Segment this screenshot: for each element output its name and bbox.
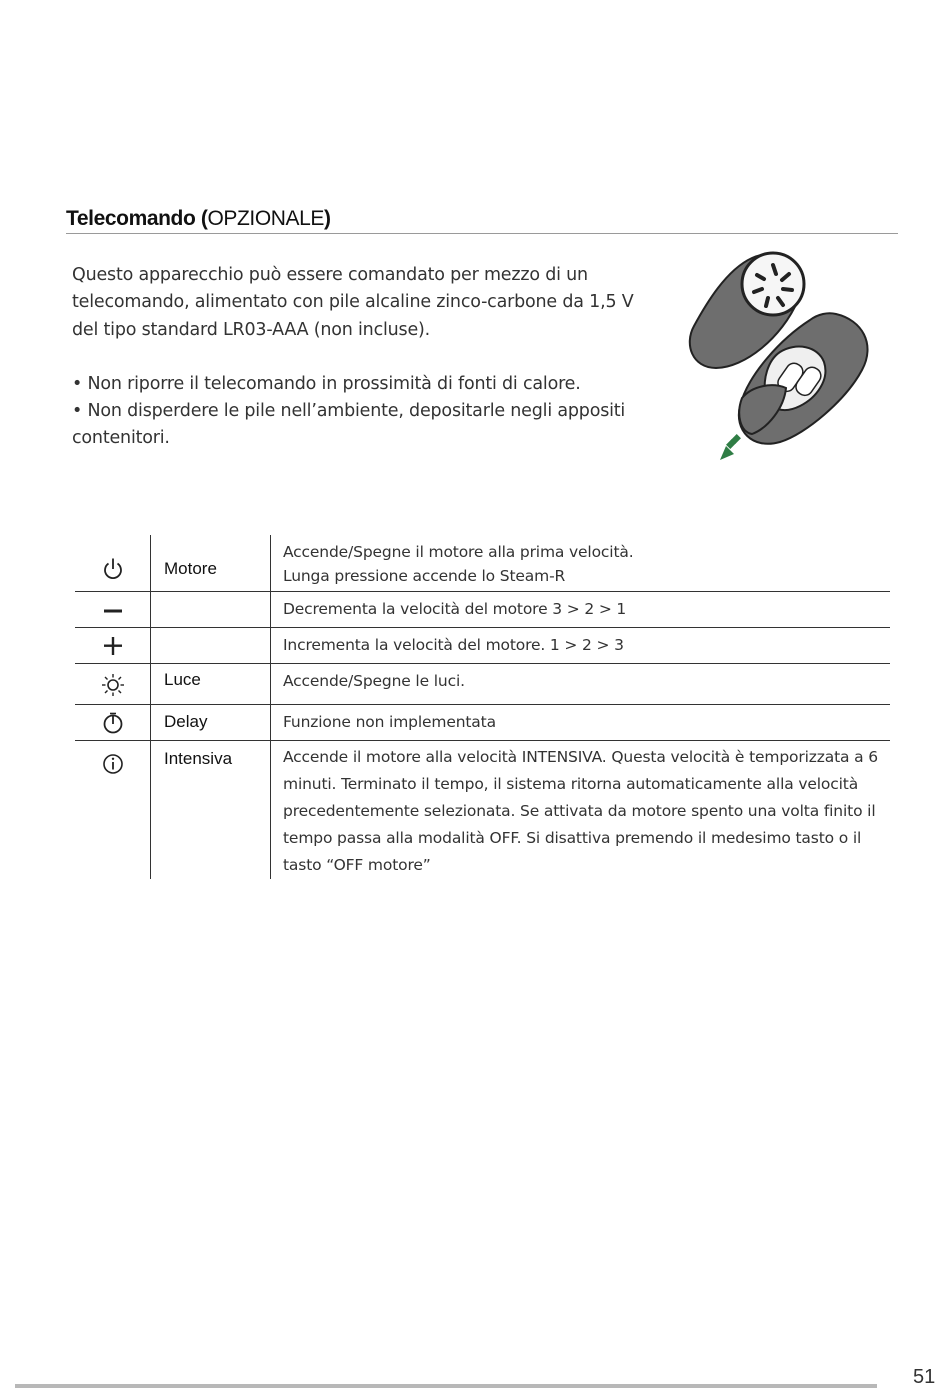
command-description: Accende/Spegne le luci. xyxy=(271,663,891,704)
commands-table xyxy=(75,535,890,879)
command-row xyxy=(75,535,890,591)
command-row xyxy=(75,740,890,879)
intro-bullet-1: • Non riporre il telecomando in prossimità di fonti di calore. xyxy=(72,373,581,394)
info-icon xyxy=(102,753,124,775)
remote-control-battery-icon xyxy=(686,248,876,460)
power-icon xyxy=(102,557,124,581)
light-icon xyxy=(101,673,125,697)
page-number: 51 xyxy=(913,1366,936,1388)
title-normal: OPZIONALE xyxy=(207,207,325,230)
command-row xyxy=(75,704,890,740)
command-description: Decrementa la velocità del motore 3 > 2 > 1 xyxy=(271,591,891,627)
command-name xyxy=(151,627,271,663)
command-name: Intensiva xyxy=(151,740,271,879)
title-close: ) xyxy=(324,207,331,230)
command-row xyxy=(75,627,890,663)
command-description: Incrementa la velocità del motore. 1 > 2 > 3 xyxy=(271,627,891,663)
minus-icon xyxy=(103,609,123,613)
intro-text xyxy=(72,262,652,453)
command-name xyxy=(151,591,271,627)
intro-paragraph: Questo apparecchio può essere comandato per mezzo di un telecomando, alimentato con pile alcaline zinco-carbone da 1,5 V del tipo standard LR03-AAA (non incluse). xyxy=(72,265,634,340)
section-title xyxy=(66,205,898,234)
title-bold: Telecomando ( xyxy=(66,207,208,230)
command-row xyxy=(75,591,890,627)
footer-divider xyxy=(15,1384,877,1388)
command-name: Luce xyxy=(151,663,271,704)
intro-bullet-2: • Non disperdere le pile nell’ambiente, depositarle negli appositi contenitori. xyxy=(72,401,626,449)
command-description: Accende/Spegne il motore alla prima velocità. Lunga pressione accende lo Steam-R xyxy=(271,535,891,591)
timer-icon xyxy=(102,712,124,734)
command-name: Delay xyxy=(151,704,271,740)
command-row xyxy=(75,663,890,704)
command-description: Funzione non implementata xyxy=(271,704,891,740)
command-name: Motore xyxy=(151,535,271,591)
plus-icon xyxy=(103,636,123,656)
command-description: Accende il motore alla velocità INTENSIVA. Questa velocità è temporizzata a 6 minuti. Terminato il tempo, il sistema ritorna automaticamente alla velocità precedentemente selezionata. Se attivata da motore spento una volta finito il tempo passa alla modalità OFF. Si disattiva premendo il medesimo tasto o il tasto “OFF motore” xyxy=(271,740,891,879)
